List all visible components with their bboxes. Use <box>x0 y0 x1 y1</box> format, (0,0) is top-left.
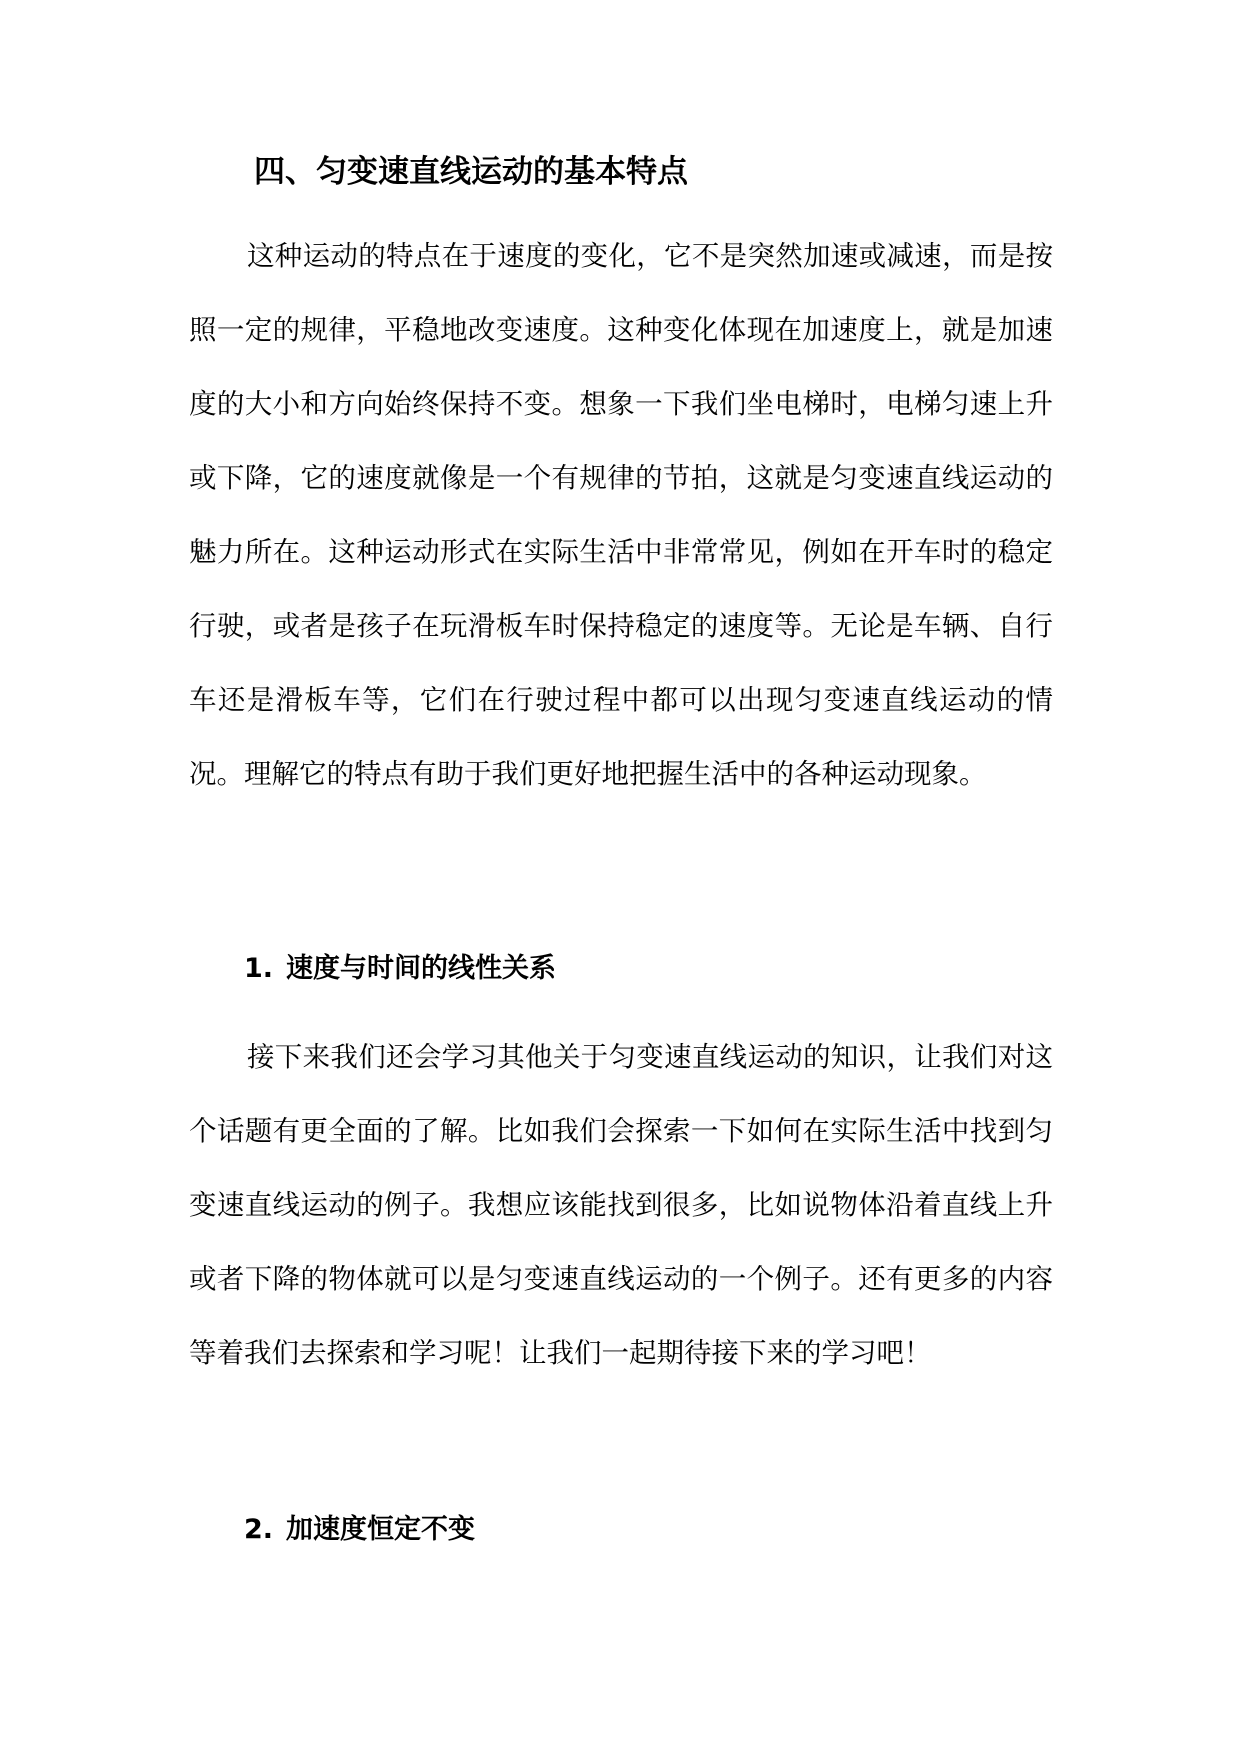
subsection-heading-2 <box>244 1510 475 1550</box>
subsection-title-2: 加速度恒定不变 <box>286 1514 475 1545</box>
subsection-heading-1 <box>244 949 556 989</box>
paragraph-2: 接下来我们还会学习其他关于匀变速直线运动的知识，让我们对这个话题有更全面的了解。比如我们会探索一下如何在实际生活中找到匀变速直线运动的例子。我想应该能找到很多，比如说物体沿着直线上升或者下降的物体就可以是匀变速直线运动的一个例子。还有更多的内容等着我们去探索和学习呢！让我们一起期待接下来的学习吧！ <box>189 1041 1053 1369</box>
subsection-number-2: 2. <box>244 1514 274 1545</box>
section-heading: 四、匀变速直线运动的基本特点 <box>254 154 688 190</box>
subsection-number-1: 1. <box>244 953 274 984</box>
subsection-title-1: 速度与时间的线性关系 <box>286 953 556 984</box>
paragraph-1: 这种运动的特点在于速度的变化，它不是突然加速或减速，而是按照一定的规律，平稳地改变速度。这种变化体现在加速度上，就是加速度的大小和方向始终保持不变。想象一下我们坐电梯时，电梯匀速上升或下降，它的速度就像是一个有规律的节拍，这就是匀变速直线运动的魅力所在。这种运动形式在实际生活中非常常见，例如在开车时的稳定行驶，或者是孩子在玩滑板车时保持稳定的速度等。无论是车辆、自行车还是滑板车等，它们在行驶过程中都可以出现匀变速直线运动的情况。理解它的特点有助于我们更好地把握生活中的各种运动现象。 <box>189 240 1053 790</box>
